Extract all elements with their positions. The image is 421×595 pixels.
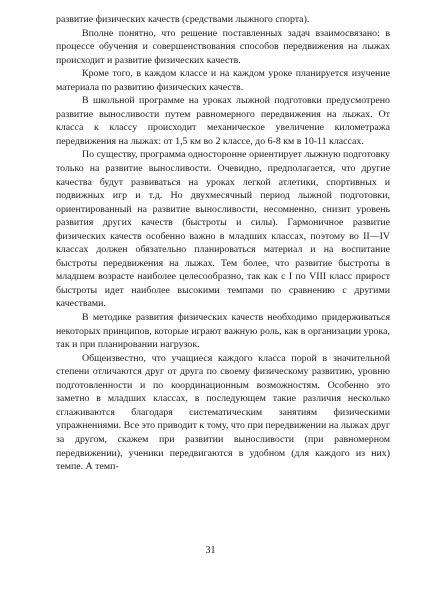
page-number: 31 — [205, 545, 216, 556]
paragraph: В методике развития физических качеств необходимо придерживаться некоторых принципов, которые играют важную роль, как в организации урока, так и при планировании нагрузок. — [56, 312, 390, 351]
paragraph: По существу, программа односторонне ориентирует лыжную подготовку только на развитие выносливости. Очевидно, предполагается, что другие качества будут развиваться на уроках легкой атлетики, спортивных и подвижных игр и т.д. Но двухмесячный период лыжной подготовки, ориентированный на развитие выносливости, несомненно, снизит уровень развития других качеств (быстроты и силы). Гармоничное развитие физических качеств особенно важно в младших классах, поэтому во II—IV классах должен обязательно планироваться материал и на воспитание быстроты передвижения на лыжах. Тем более, что развитие быстроты в младшем возрасте наиболее целесообразно, так как с I по VIII класс прирост быстроты идет наиболее высокими темпами по сравнению с другими качествами. — [56, 149, 390, 310]
paragraph-continuation: развитие физических качеств (средствами лыжного спорта). — [56, 14, 310, 25]
body-text — [56, 13, 390, 474]
paragraph: В школьной программе на уроках лыжной подготовки предусмотрено развитие выносливости путем равномерного передвижения на лыжах. От класса к классу происходит механическое увеличение километража передвижения на лыжах: от 1,5 км во 2 классе, до 6-8 км в 10-11 классах. — [56, 95, 390, 147]
paragraph: Кроме того, в каждом классе и на каждом уроке планируется изучение материала по развитию физических качеств. — [56, 68, 390, 93]
paragraph: Вполне понятно, что решение поставленных задач взаимосвязано: в процессе обучения и совершенствования способов передвижения на лыжах происходит и развитие физических качеств. — [56, 27, 390, 66]
paragraph: Общеизвестно, что учащиеся каждого класса порой в значительной степени отличаются друг от друга по своему физическому развитию, уровню подготовленности и по координационным возможностям. Особенно это заметно в младших классах, в последующем такие различия несколько сглаживаются благодаря систематическим занятиям физическими упражнениями. Все это приводит к тому, что при передвижении на лыжах друг за другом, скажем при развитии выносливости (при равномерном передвижении), ученики передвигаются в удобном (для каждого из них) темпе. А темп- — [56, 352, 390, 473]
